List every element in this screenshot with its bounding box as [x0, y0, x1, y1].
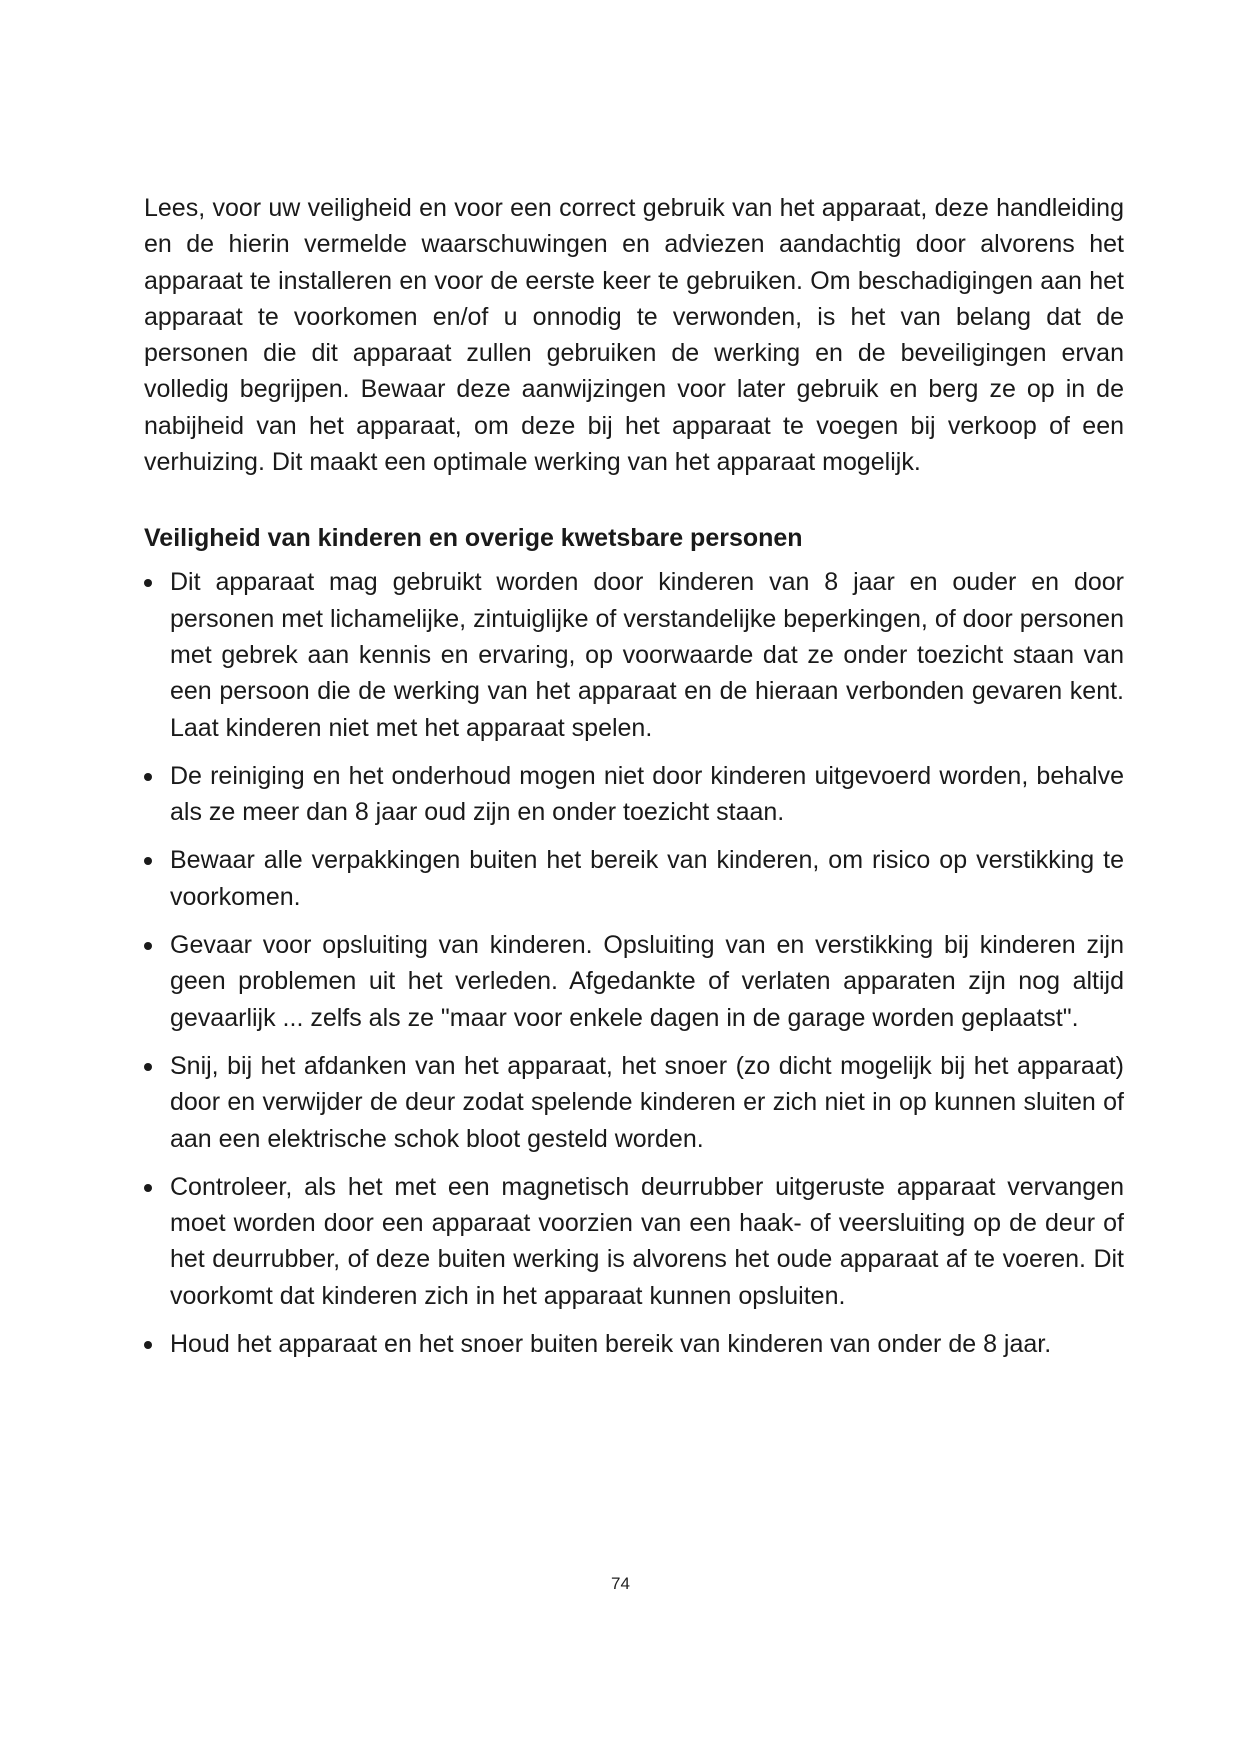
list-item: [144, 1048, 1124, 1157]
list-item-text: Bewaar alle verpakkingen buiten het bereik van kinderen, om risico op verstikking te voorkomen.: [170, 846, 1124, 911]
list-item-text: Dit apparaat mag gebruikt worden door kinderen van 8 jaar en ouder en door personen met lichamelijke, zintuiglijke of verstandelijke beperkingen, of door personen met gebrek aan kennis en ervaring, op voorwaarde dat ze onder toezicht staan van een persoon die de werking van het apparaat en de hieraan verbonden gevaren kent. Laat kinderen niet met het apparaat spelen.: [170, 568, 1124, 742]
intro-paragraph: Lees, voor uw veiligheid en voor een correct gebruik van het apparaat, deze handleiding en de hierin vermelde waarschuwingen en adviezen aandachtig door alvorens het apparaat te installeren en voor de eerste keer te gebruiken. Om beschadigingen aan het apparaat te voorkomen en/of u onnodig te verwonden, is het van belang dat de personen die dit apparaat zullen gebruiken de werking en de beveiligingen ervan volledig begrijpen. Bewaar deze aanwijzingen voor later gebruik en berg ze op in de nabijheid van het apparaat, om deze bij het apparaat te voegen bij verkoop of een verhuizing. Dit maakt een optimale werking van het apparaat mogelijk.: [144, 194, 1124, 477]
page-number: 74: [611, 1574, 630, 1593]
list-item: [144, 927, 1124, 1036]
list-item-text: Controleer, als het met een magnetisch deurrubber uitgeruste apparaat vervangen moet worden door een apparaat voorzien van een haak- of veersluiting op de deur of het deurrubber, of deze buiten werking is alvorens het oude apparaat af te voeren. Dit voorkomt dat kinderen zich in het apparaat kunnen opsluiten.: [170, 1172, 1124, 1310]
list-item: [144, 758, 1124, 831]
bullet-icon: [144, 1063, 152, 1071]
list-item: [144, 564, 1124, 745]
list-item: [144, 842, 1124, 915]
bullet-icon: [144, 773, 152, 781]
bullet-icon: [144, 942, 152, 950]
bullet-icon: [144, 857, 152, 865]
list-item-text: Gevaar voor opsluiting van kinderen. Opsluiting van en verstikking bij kinderen zijn geen problemen uit het verleden. Afgedankte of verlaten apparaten zijn nog altijd gevaarlijk ... zelfs als ze "maar voor enkele dagen in de garage worden geplaatst".: [170, 931, 1124, 1032]
list-item: [144, 1169, 1124, 1314]
list-item-text: Houd het apparaat en het snoer buiten bereik van kinderen van onder de 8 jaar.: [170, 1330, 1052, 1359]
section-heading: Veiligheid van kinderen en overige kwetsbare personen: [144, 524, 803, 553]
list-item-text: De reiniging en het onderhoud mogen niet door kinderen uitgevoerd worden, behalve als ze meer dan 8 jaar oud zijn en onder toezicht staan.: [170, 761, 1124, 827]
bullet-icon: [144, 1341, 152, 1349]
safety-bullet-list: [144, 564, 1124, 1362]
bullet-icon: [144, 579, 152, 587]
list-item: [144, 1326, 1124, 1362]
page-content: [144, 190, 1124, 1374]
bullet-icon: [144, 1184, 152, 1192]
list-item-text: Snij, bij het afdanken van het apparaat, het snoer (zo dicht mogelijk bij het apparaat) door en verwijder de deur zodat spelende kinderen er zich niet in op kunnen sluiten of aan een elektrische schok bloot gesteld worden.: [170, 1051, 1124, 1153]
